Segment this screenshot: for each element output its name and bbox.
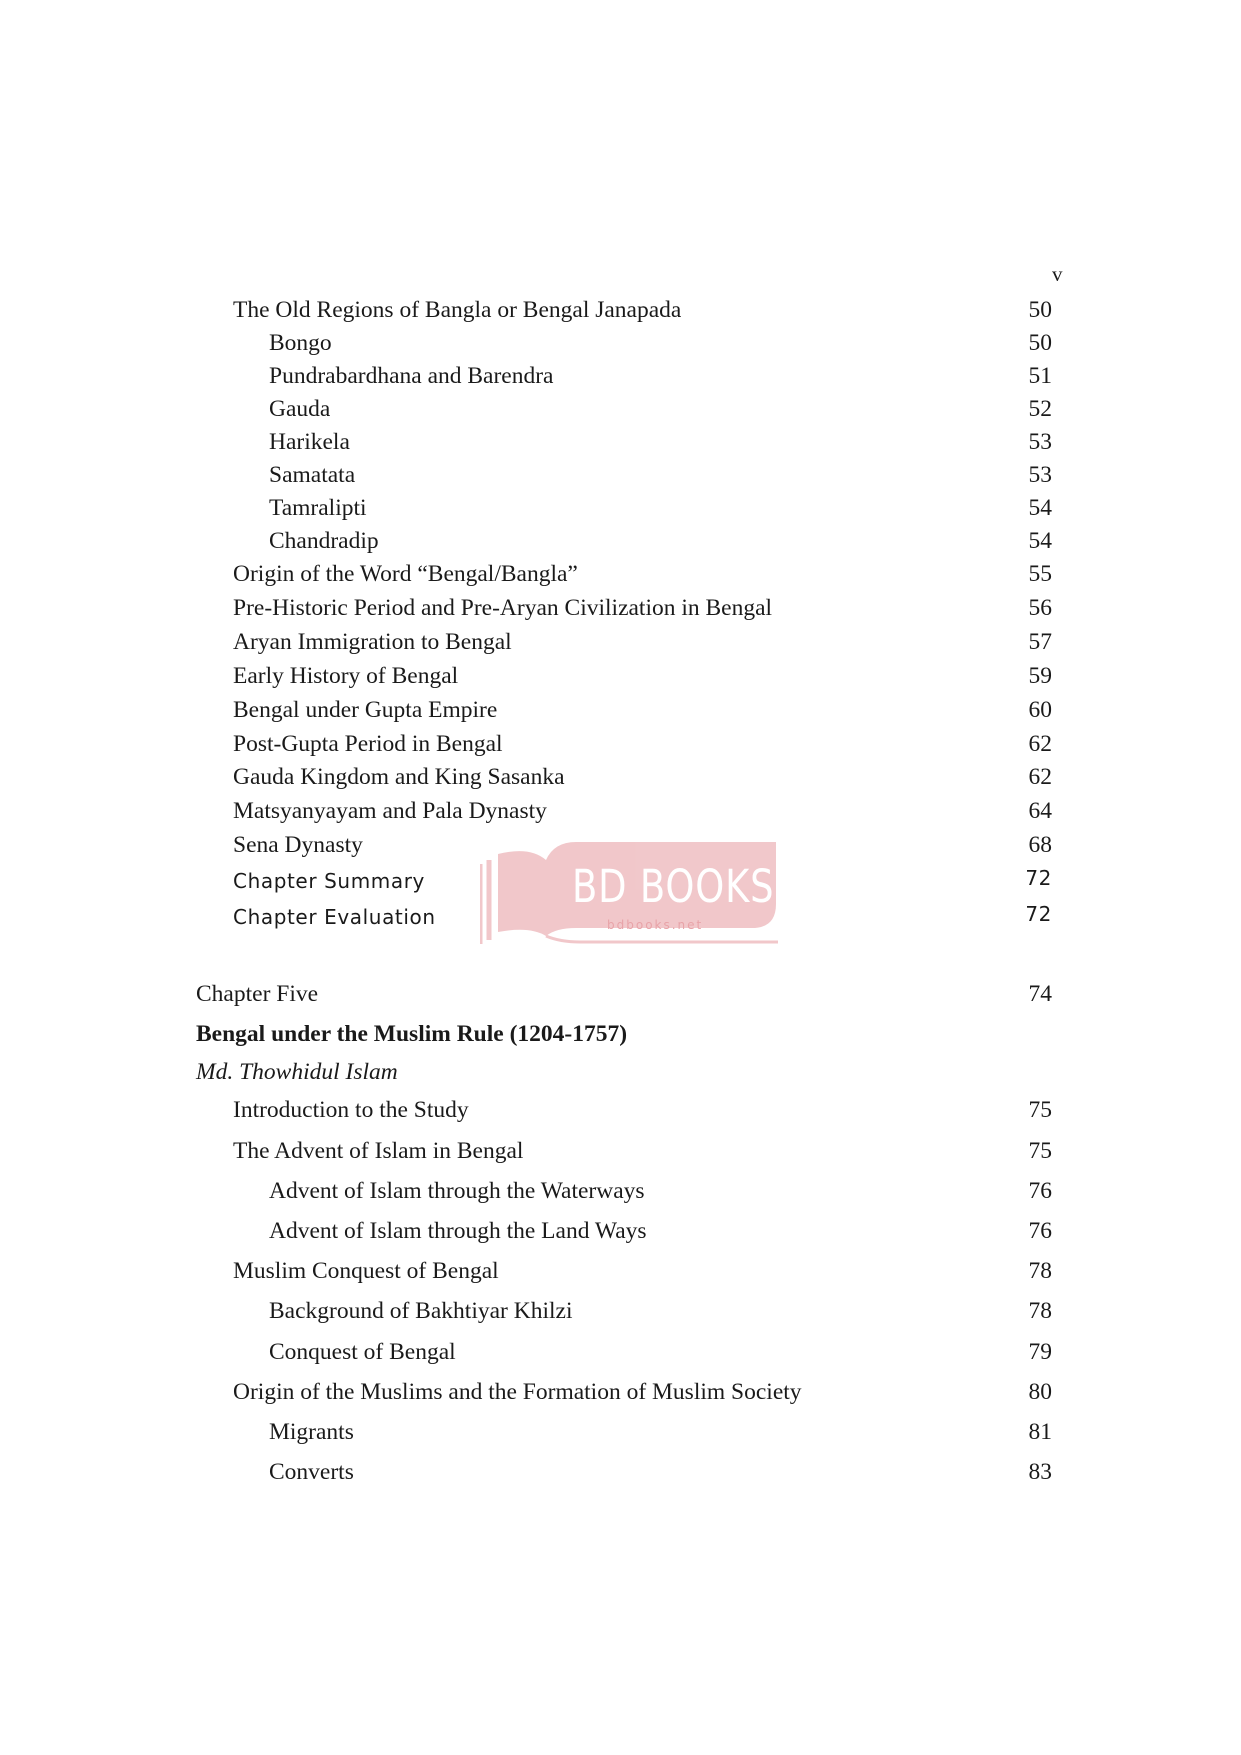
toc-entry-page: 53	[1028, 429, 1052, 455]
toc-entry	[0, 1419, 1241, 1453]
toc-entry-title: Muslim Conquest of Bengal	[233, 1258, 499, 1284]
toc-entry-title: Converts	[269, 1459, 354, 1485]
toc-entry	[0, 396, 1241, 430]
toc-entry	[0, 330, 1241, 364]
chapter-title: Bengal under the Muslim Rule (1204-1757)	[196, 1021, 628, 1047]
toc-entry-page: 51	[1028, 363, 1052, 389]
toc-entry-page: 72	[1025, 866, 1052, 890]
toc-entry-title: Origin of the Muslims and the Formation of Muslim Society	[233, 1379, 802, 1405]
toc-entry-page: 52	[1028, 396, 1052, 422]
toc-entry-page: 59	[1028, 663, 1052, 689]
toc-entry-page: 60	[1028, 697, 1052, 723]
watermark-brand: BD BOOKS	[572, 860, 775, 913]
toc-entry	[0, 663, 1241, 697]
toc-entry-page: 50	[1028, 297, 1052, 323]
toc-entry-page: 76	[1028, 1178, 1052, 1204]
toc-entry-page: 72	[1025, 902, 1052, 926]
toc-entry	[0, 798, 1241, 832]
toc-entry	[0, 764, 1241, 798]
toc-entry	[0, 1379, 1241, 1413]
toc-entry-page: 75	[1028, 1138, 1052, 1164]
toc-entry-page: 79	[1028, 1339, 1052, 1365]
toc-entry	[0, 1097, 1241, 1131]
toc-entry-title: Pre-Historic Period and Pre-Aryan Civilization in Bengal	[233, 595, 773, 621]
toc-entry	[0, 495, 1241, 529]
toc-entry-page: 53	[1028, 462, 1052, 488]
toc-entry-title: Origin of the Word “Bengal/Bangla”	[233, 561, 578, 587]
watermark-url: bdbooks.net	[607, 918, 704, 932]
toc-entry-title: Early History of Bengal	[233, 663, 459, 689]
chapter-page-number: 74	[1028, 981, 1052, 1007]
toc-entry-page: 62	[1028, 731, 1052, 757]
toc-entry-page: 64	[1028, 798, 1052, 824]
toc-entry-title: Pundrabardhana and Barendra	[269, 363, 554, 389]
toc-entry-title: Harikela	[269, 429, 350, 455]
chapter-author: Md. Thowhidul Islam	[196, 1059, 398, 1085]
toc-entry	[0, 1178, 1241, 1212]
toc-entry	[0, 1459, 1241, 1493]
toc-entry-title: Advent of Islam through the Land Ways	[269, 1218, 647, 1244]
toc-entry-page: 75	[1028, 1097, 1052, 1123]
toc-entry	[0, 429, 1241, 463]
toc-entry-page: 62	[1028, 764, 1052, 790]
toc-entry-page: 78	[1028, 1298, 1052, 1324]
toc-entry-title: Tamralipti	[269, 495, 367, 521]
toc-entry	[0, 1298, 1241, 1332]
page-number: v	[1052, 262, 1063, 286]
toc-entry-title: Chapter Evaluation	[233, 905, 436, 929]
toc-entry	[0, 1339, 1241, 1373]
bdbooks-watermark	[480, 836, 780, 948]
toc-entry-page: 54	[1028, 528, 1052, 554]
toc-entry-page: 55	[1028, 561, 1052, 587]
toc-entry-title: Sena Dynasty	[233, 832, 363, 858]
toc-entry	[0, 595, 1241, 629]
toc-entry-page: 78	[1028, 1258, 1052, 1284]
toc-entry-page: 50	[1028, 330, 1052, 356]
toc-entry-page: 83	[1028, 1459, 1052, 1485]
toc-entry-title: Gauda Kingdom and King Sasanka	[233, 764, 565, 790]
toc-entry-page: 80	[1028, 1379, 1052, 1405]
toc-entry	[0, 363, 1241, 397]
toc-entry	[0, 1138, 1241, 1172]
toc-entry-page: 56	[1028, 595, 1052, 621]
toc-entry-title: Gauda	[269, 396, 331, 422]
toc-entry-title: Conquest of Bengal	[269, 1339, 456, 1365]
toc-entry-title: Bongo	[269, 330, 332, 356]
toc-entry-title: The Old Regions of Bangla or Bengal Janapada	[233, 297, 682, 323]
toc-entry	[0, 629, 1241, 663]
toc-entry-title: Samatata	[269, 462, 356, 488]
toc-entry	[0, 297, 1241, 331]
toc-entry-page: 54	[1028, 495, 1052, 521]
toc-entry-title: Bengal under Gupta Empire	[233, 697, 498, 723]
toc-entry-title: Matsyanyayam and Pala Dynasty	[233, 798, 547, 824]
toc-entry-title: Migrants	[269, 1419, 354, 1445]
toc-entry	[0, 1258, 1241, 1292]
toc-entry-title: Introduction to the Study	[233, 1097, 469, 1123]
toc-entry-page: 76	[1028, 1218, 1052, 1244]
toc-entry-title: Background of Bakhtiyar Khilzi	[269, 1298, 573, 1324]
toc-entry-title: Chandradip	[269, 528, 379, 554]
toc-entry-title: Aryan Immigration to Bengal	[233, 629, 512, 655]
toc-entry-title: Chapter Summary	[233, 869, 425, 893]
toc-entry-title: The Advent of Islam in Bengal	[233, 1138, 524, 1164]
toc-entry	[0, 561, 1241, 595]
chapter-label: Chapter Five	[196, 981, 319, 1007]
toc-entry	[0, 528, 1241, 562]
toc-entry	[0, 462, 1241, 496]
toc-entry-title: Advent of Islam through the Waterways	[269, 1178, 645, 1204]
toc-entry-page: 68	[1028, 832, 1052, 858]
toc-entry-title: Post-Gupta Period in Bengal	[233, 731, 503, 757]
toc-entry-page: 81	[1028, 1419, 1052, 1445]
toc-entry	[0, 731, 1241, 765]
toc-entry	[0, 1218, 1241, 1252]
toc-entry	[0, 697, 1241, 731]
toc-entry-page: 57	[1028, 629, 1052, 655]
